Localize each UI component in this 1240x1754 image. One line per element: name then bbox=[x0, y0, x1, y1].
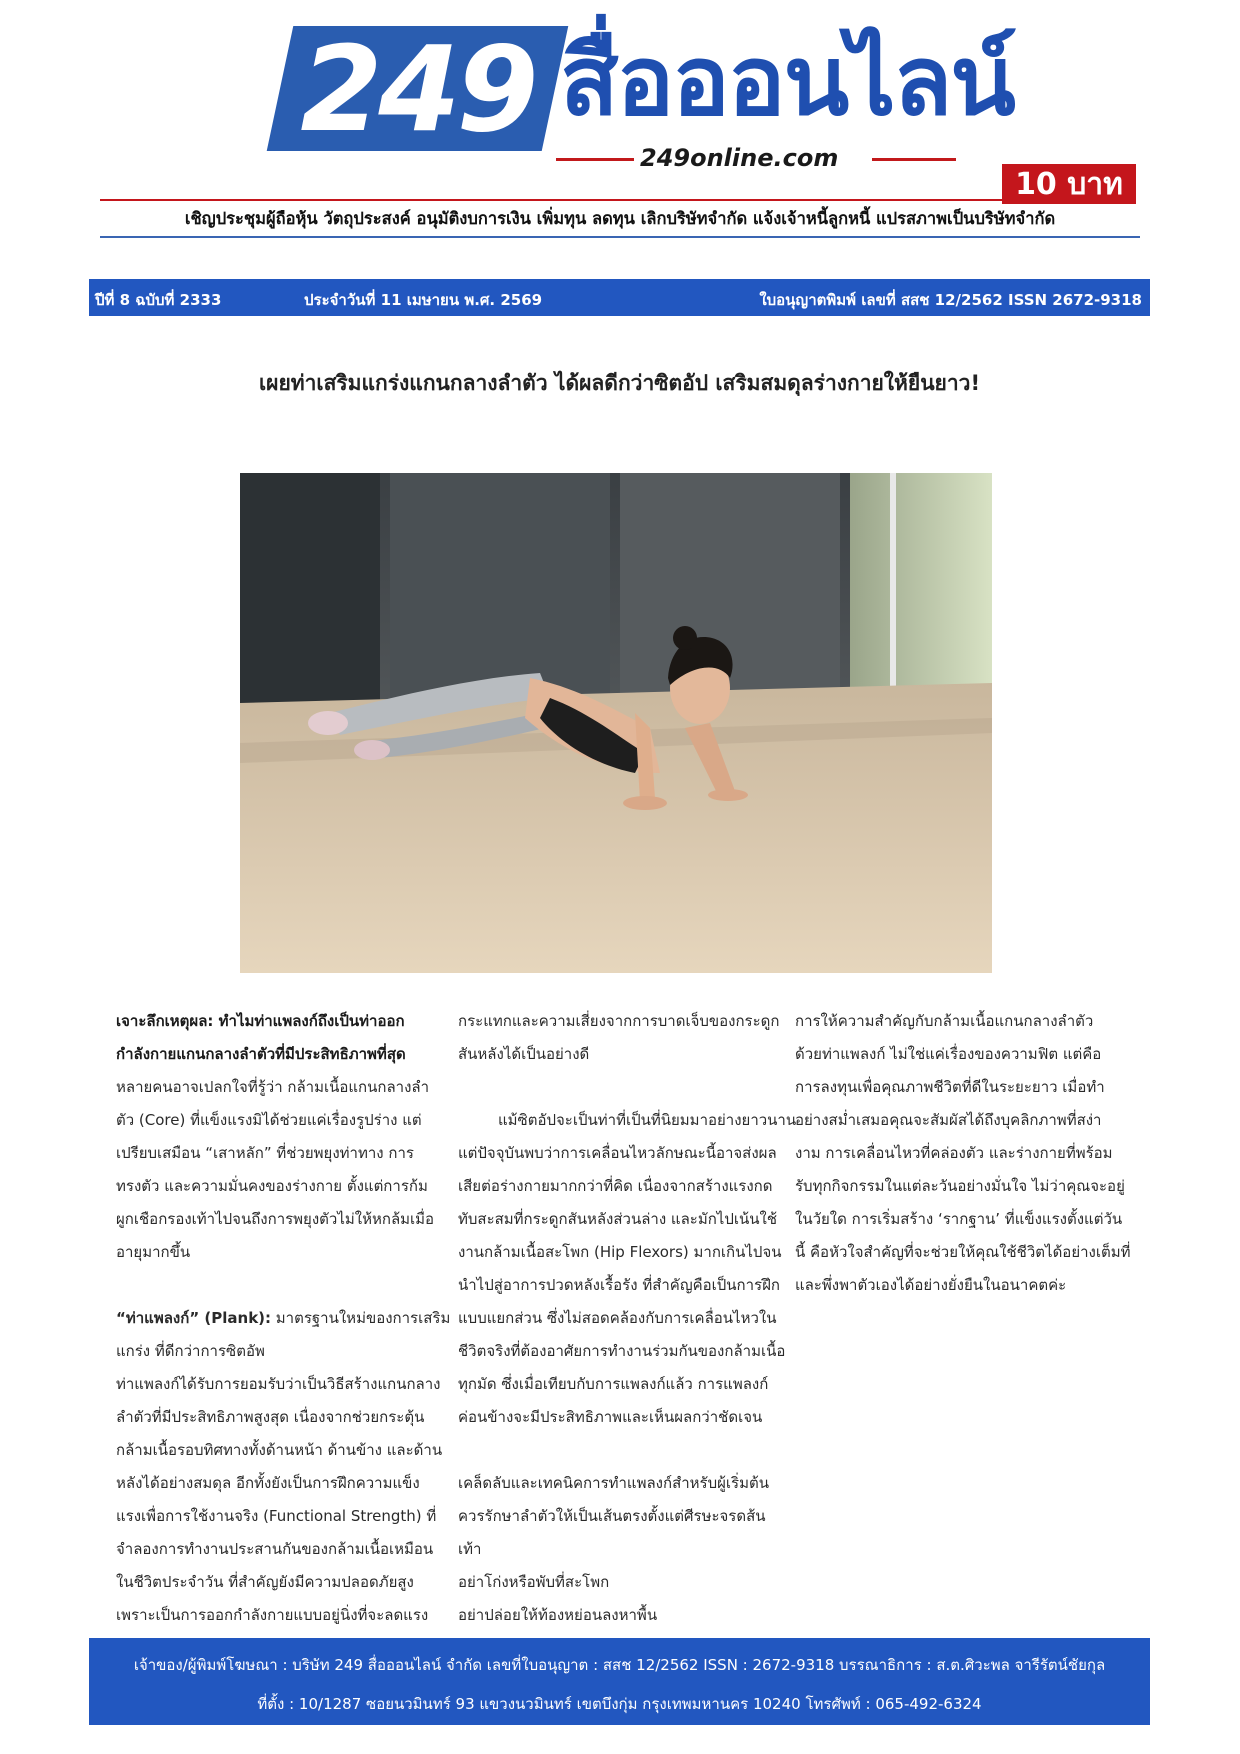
text-line: ชีวิตจริงที่ต้องอาศัยการทำงานร่วมกันของกล้ามเนื้อ bbox=[458, 1342, 786, 1360]
text-line: ทรงตัว และความมั่นคงของร่างกาย ตั้งแต่การก้ม bbox=[116, 1177, 428, 1195]
text-line: กล้ามเนื้อรอบทิศทางทั้งด้านหน้า ด้านข้าง และด้าน bbox=[116, 1441, 443, 1459]
article-column-1 bbox=[116, 1005, 451, 1665]
issue-date: ประจำวันที่ 11 เมษายน พ.ศ. 2569 bbox=[304, 291, 543, 309]
issue-bar bbox=[89, 279, 1150, 316]
text-line: แบบแยกส่วน ซึ่งไม่สอดคล้องกับการเคลื่อนไหวใน bbox=[458, 1309, 777, 1327]
text-line: ตัว (Core) ที่แข็งแรงมิได้ช่วยแค่เรื่องรูปร่าง แต่ bbox=[116, 1111, 422, 1129]
text-line: แต่ปัจจุบันพบว่าการเคลื่อนไหวลักษณะนี้อาจส่งผล bbox=[458, 1144, 777, 1162]
text-line: จำลองการทำงานประสานกันของกล้ามเนื้อเหมือน bbox=[116, 1540, 434, 1558]
text-line: งานกล้ามเนื้อสะโพก (Hip Flexors) มากเกินไปจน bbox=[458, 1243, 782, 1261]
subhead-bold: “ท่าแพลงก์” (Plank): bbox=[116, 1309, 272, 1327]
logo-url: 249online.com bbox=[640, 144, 839, 172]
article-column-2 bbox=[458, 1005, 797, 1665]
text-line: อย่าโก่งหรือพับที่สะโพก bbox=[458, 1573, 610, 1591]
text-line: ผูกเชือกรองเท้าไปจนถึงการพยุงตัวไม่ให้หกล้มเมื่อ bbox=[116, 1210, 435, 1228]
article-paragraph bbox=[795, 1005, 1131, 1302]
masthead bbox=[0, 0, 1240, 240]
article-headline: เผยท่าเสริมแกร่งแกนกลางลำตัว ได้ผลดีกว่าซิตอัป เสริมสมดุลร่างกายให้ยืนยาว! bbox=[258, 371, 981, 395]
subhead-rest: มาตรฐานใหม่ของการเสริม bbox=[271, 1309, 451, 1327]
logo-url-line-right bbox=[872, 158, 956, 161]
tips-list bbox=[458, 1467, 778, 1632]
footer-publisher-line: เจ้าของ/ผู้พิมพ์โฆษณา : บริษัท 249 สื่อออนไลน์ จำกัด เลขที่ใบอนุญาต : สสช 12/2562 ISSN : 2672-9318 บรรณาธิการ : ส.ต.ศิวะพล จารีรัตน์ชัยกุล bbox=[133, 1656, 1106, 1674]
text-line: ค่อนข้างจะมีประสิทธิภาพและเห็นผลกว่าชัดเจน bbox=[458, 1408, 763, 1426]
logo-url-line-left bbox=[556, 158, 634, 161]
logo-number: 249 bbox=[300, 19, 535, 158]
text-line: ในวัยใด การเริ่มสร้าง ‘รากฐาน’ ที่แข็งแรงตั้งแต่วัน bbox=[795, 1210, 1123, 1228]
text-line: งาม การเคลื่อนไหวที่คล่องตัว และร่างกายที่พร้อม bbox=[795, 1144, 1113, 1162]
text-line: ด้วยท่าแพลงก์ ไม่ใช่แค่เรื่องของความฟิต แต่คือ bbox=[795, 1045, 1102, 1063]
text-line: นี้ คือหัวใจสำคัญที่จะช่วยให้คุณใช้ชีวิตได้อย่างเต็มที่ bbox=[795, 1243, 1131, 1261]
text-line: ควรรักษาลำตัวให้เป็นเส้นตรงตั้งแต่ศีรษะจรดส้น bbox=[458, 1507, 766, 1525]
text-line: ในชีวิตประจำวัน ที่สำคัญยังมีความปลอดภัยสูง bbox=[116, 1573, 414, 1591]
subhead-line: แกร่ง ที่ดีกว่าการซิตอัพ bbox=[116, 1342, 265, 1360]
text-line: หลายคนอาจเปลกใจที่รู้ว่า กล้ามเนื้อแกนกลางลำ bbox=[116, 1078, 430, 1096]
text-line: อย่างสม่ำเสมอคุณจะสัมผัสได้ถึงบุคลิกภาพที่สง่า bbox=[795, 1111, 1102, 1129]
text-line: เคล็ดลับและเทคนิคการทำแพลงก์สำหรับผู้เริ่มต้น bbox=[458, 1474, 769, 1492]
article-paragraph bbox=[458, 1104, 797, 1434]
text-line: หลังได้อย่างสมดุล อีกทั้งยังเป็นการฝึกความแข็ง bbox=[116, 1474, 420, 1492]
logo-number-block bbox=[267, 19, 569, 158]
text-line: แม้ซิตอัปจะเป็นท่าที่เป็นที่นิยมมาอย่างยาวนาน bbox=[498, 1111, 797, 1129]
text-line: ทับสะสมที่กระดูกสันหลังส่วนล่าง และมักไปเน้นใช้ bbox=[458, 1210, 778, 1228]
issue-number: ปีที่ 8 ฉบับที่ 2333 bbox=[95, 291, 222, 309]
footer-address-line: ที่ตั้ง : 10/1287 ซอยนวมินทร์ 93 แขวงนวมินทร์ เขตบึงกุ่ม กรุงเทพมหานคร 10240 โทรศัพท์ : 065-492-6324 bbox=[257, 1695, 982, 1713]
heading-line: กำลังกายแกนกลางลำตัวที่มีประสิทธิภาพที่สุด bbox=[116, 1045, 406, 1063]
price-badge: 10 บาท bbox=[1002, 164, 1136, 204]
text-line: และพึ่งพาตัวเองได้อย่างยั่งยืนในอนาคตค่ะ bbox=[795, 1276, 1067, 1294]
article-heading bbox=[116, 1005, 436, 1071]
text-line: นำไปสู่อาการปวดหลังเรื้อรัง ที่สำคัญคือเป็นการฝึก bbox=[458, 1276, 780, 1294]
text-line: รับทุกกิจกรรมในแต่ละวันอย่างมั่นใจ ไม่ว่าคุณจะอยู่ bbox=[795, 1177, 1125, 1195]
text-line: กระแทกและความเสี่ยงจากการบาดเจ็บของกระดูก bbox=[458, 1012, 780, 1030]
heading-line: เจาะลึกเหตุผล: ทำไมท่าแพลงก์ถึงเป็นท่าออก bbox=[116, 1012, 405, 1030]
text-line: เท้า bbox=[458, 1540, 482, 1558]
woman-doing-pushup-photo bbox=[240, 473, 992, 973]
logo-thai-text: สื่อออนไลน์ bbox=[560, 25, 1014, 137]
text-line: การลงทุนเพื่อคุณภาพชีวิตที่ดีในระยะยาว เมื่อทำ bbox=[795, 1078, 1105, 1096]
footer-bar bbox=[89, 1638, 1150, 1725]
text-line: แรงเพื่อการใช้งานจริง (Functional Strength) ที่ bbox=[116, 1507, 437, 1525]
subhead-line bbox=[116, 1302, 451, 1335]
article-column-3 bbox=[795, 1005, 1131, 1335]
text-line: ท่าแพลงก์ได้รับการยอมรับว่าเป็นวิธีสร้างแกนกลาง bbox=[116, 1375, 441, 1393]
masthead-red-rule bbox=[100, 199, 1002, 201]
masthead-tagline: เชิญประชุมผู้ถือหุ้น วัตถุประสงค์ อนุมัติงบการเงิน เพิ่มทุน ลดทุน เลิกบริษัทจำกัด แจ้งเจ้าหนี้ลูกหนี้ แปรสภาพเป็นบริษัทจำกัด bbox=[184, 209, 1056, 228]
issue-license: ใบอนุญาตพิมพ์ เลขที่ สสช 12/2562 ISSN 2672-9318 bbox=[759, 291, 1142, 309]
text-line: ลำตัวที่มีประสิทธิภาพสูงสุด เนื่องจากช่วยกระตุ้น bbox=[116, 1408, 425, 1426]
text-line: เปรียบเสมือน “เสาหลัก” ที่ช่วยพยุงท่าทาง การ bbox=[116, 1144, 414, 1162]
text-line: อายุมากขึ้น bbox=[116, 1243, 191, 1261]
text-line: อย่าปล่อยให้ท้องหย่อนลงหาพื้น bbox=[458, 1606, 658, 1624]
text-line: เพราะเป็นการออกกำลังกายแบบอยู่นิ่งที่จะลดแรง bbox=[116, 1606, 429, 1624]
article-subsection bbox=[116, 1302, 451, 1632]
masthead-blue-rule bbox=[100, 236, 1140, 238]
article-paragraph bbox=[458, 1005, 778, 1071]
article-paragraph bbox=[116, 1071, 436, 1269]
text-line: เสียต่อร่างกายมากกว่าที่คิด เนื่องจากสร้างแรงกด bbox=[458, 1177, 773, 1195]
text-line: ทุกมัด ซึ่งเมื่อเทียบกับการแพลงก์แล้ว การแพลงก์ bbox=[458, 1375, 769, 1393]
text-line: สันหลังได้เป็นอย่างดี bbox=[458, 1045, 590, 1063]
text-line: การให้ความสำคัญกับกล้ามเนื้อแกนกลางลำตัว bbox=[795, 1012, 1094, 1030]
